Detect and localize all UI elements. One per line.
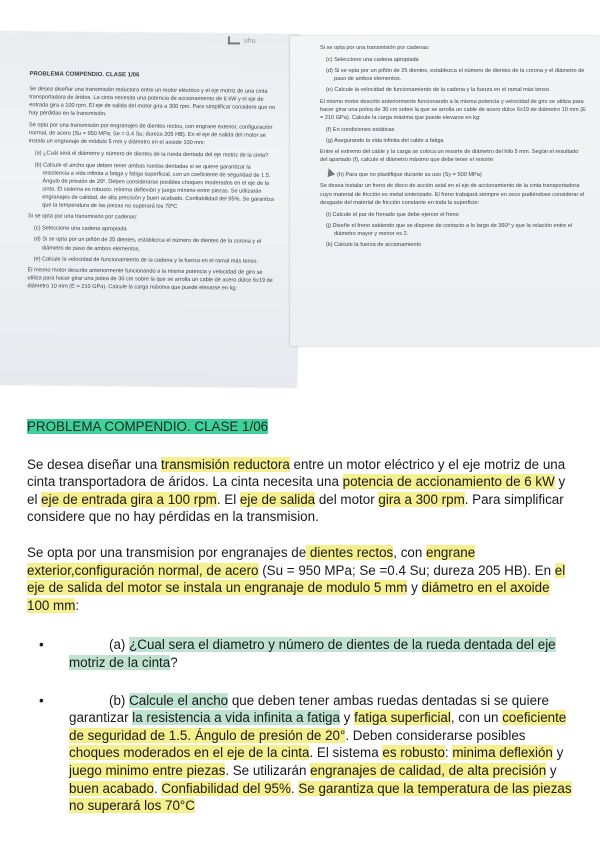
right-page-item-e: (e) Calcule la velocidad de funcionamiento de la cadena y la fuerza en el ramal más tenso. — [326, 87, 551, 94]
right-page-item-d: (d) Si se opta por un piñón de 25 dientes, establezca el número de dientes de la corona y el diámetro de paso de ambos elementos. — [326, 68, 585, 83]
highlight: engranajes de calidad, de alta precisión — [310, 762, 547, 778]
left-page-paragraph-1: Se desea diseñar una transmisión reductora entre un motor eléctrico y el eje motriz de una cinta transportadora de áridos. La cinta necesita una potencia de accionamiento de 6 kW y el eje de entrada gira a 100 rpm. El eje de salida del motor gira a 300 rpm. Para simplificar considere que no hay pérdidas en la transmisión. — [29, 85, 276, 118]
right-page-paragraph-3: Entre el extremo del cable y la carga se coloca un resorte de diámetro del hilo 5 mm. Según el resultado del apartado (f), calcule el diámetro máximo que debe tener el resorte: — [320, 149, 579, 164]
left-page-item-a: (a) ¿Cuál será el diámetro y número de dientes de la rueda dentada del eje motriz de la cinta? — [34, 150, 269, 160]
highlight: potencia de accionamiento de 6 kW — [342, 474, 555, 490]
highlight: fatiga superficial — [354, 710, 451, 726]
left-page-paragraph-2: Se opta por una transmisión por engranajes de dientes rectos, con engrane exterior, configuración normal, de acero (Su = 950 MPa; Se = 0.4 Su; dureza 205 HB). En el eje de salida del motor se instala un engranaje de módulo 5 mm y diámetro en el axoide 100 mm: — [28, 122, 273, 147]
highlight: engrane exterior,configuración normal, de acero — [27, 544, 476, 578]
right-page-item-i: (i) Calcule el par de frenado que debe ejercer el freno — [326, 211, 459, 218]
highlight: juego minimo entre piezas — [69, 762, 226, 778]
logo-bracket-icon — [228, 37, 240, 45]
highlight: minima deflexión — [452, 745, 553, 761]
right-page-item-h: (h) Para que no plastifique durante su uso (Sy = 500 MPa) — [320, 168, 586, 179]
right-page-item-f: (f) En condiciones estáticas — [326, 126, 395, 133]
highlight: ¿Cual sera el diametro y número de dientes de la rueda dentada del eje motriz de la cinta — [69, 637, 556, 670]
highlight: eje de salida — [239, 491, 316, 507]
scanned-page-right — [290, 36, 600, 346]
highlight: transmisión reductora — [161, 456, 290, 472]
list-item-a: • (a) ¿Cual sera el diametro y número de dientes de la rueda dentada del eje motriz de la cinta? — [39, 637, 556, 670]
university-logo: uhu — [228, 36, 256, 46]
highlight: Se garantiza que la temperatura de las piezas no superará los 70°C — [69, 780, 572, 814]
left-page-paragraph-4: El mismo motor descrito anteriormente funcionando a la misma potencia y velocidad de giro se utiliza para hacer girar una polea de 30 cm sobre la que se arrolla un cable de acero dúlce 6x19 de diámetro 10 mm (E = 210 GPa). Calcule la carga máxima que puede elevarse en kg: — [27, 267, 273, 292]
right-page-item-c: (c) Seleccione una cadena apropiada — [326, 57, 419, 64]
document-title: PROBLEMA COMPENDIO. CLASE 1/06 — [27, 419, 269, 434]
highlight: dientes rectos — [306, 544, 394, 560]
highlight: choques moderados en el eje de la cinta — [69, 745, 310, 761]
list-item-b: • (b) Calcule el ancho que deben tener ambas ruedas dentadas si se quiere garantizar la resistencia a vida infinita a fatiga y fatiga superficial, con un coeficiente de seguridad de 1.5. Ángulo de presión de 20°. Deben considerarse posibles choques moderados en el eje de la cinta. El sistema es robusto: minima deflexión y juego minimo entre piezas. Se utilizarán engranajes de calidad, de alta precisión y buen acabado. Confiabilidad del 95%. Se garantiza que la temperatura de las piezas no superará los 70°C — [39, 692, 572, 814]
right-page-item-k: (k) Calcule la fuerza de accionamiento — [326, 242, 422, 249]
highlight: la resistencia a vida infinita a fatiga — [132, 710, 340, 726]
right-page-item-g: (g) Asegurando la vida infinita del cable a fatiga — [326, 137, 444, 144]
highlight: gira a 300 rpm — [378, 491, 465, 507]
left-page-title: PROBLEMA COMPENDIO. CLASE 1/06 — [29, 71, 140, 79]
highlight: es robusto — [382, 745, 445, 761]
bullet-icon: • — [39, 637, 44, 653]
right-page-paragraph-2: El mismo motor descrito anteriormente funcionando a la misma potencia y velocidad de giro se utiliza para hacer girar una polea de 30 cm sobre la que se arrolla un cable de acero dúlce 6x19 de diámetro 10 mm (E = 210 GPa). Calcule la carga máxima que puede elevarse en kg: — [320, 98, 586, 121]
left-page-item-c: (c) Seleccione una cadena apropiada — [33, 225, 127, 233]
left-page-paragraph-3: Si se opta por una transmisión por cadenas: — [28, 213, 138, 221]
right-page-item-j: (j) Diseñe el freno sabiendo que se dispone de contacto a lo largo de 360º y que la relación entre el diámetro mayor y menor es 2. — [326, 222, 573, 237]
right-page-paragraph-4: Se desea instalar un freno de disco de acción axial en el eje de accionamiento de la cinta transportadora cuyo material de fricción es metal sinterizado. El freno trabajará siempre en seco pudiéndose considerar el desgaste del material de fricción constante en toda la superficie: — [320, 183, 585, 206]
highlight: buen acabado — [69, 780, 154, 796]
right-page-paragraph-1: Si se opta por una transmisión por cadenas: — [320, 45, 430, 51]
paragraph-intro: Se desea diseñar una transmisión reductora entre un motor eléctrico y el eje motriz de una cinta transportadora de áridos. La cinta necesita una potencia de accionamiento de 6 kW y el eje de entrada gira a 100 rpm. El eje de salida del motor gira a 300 rpm. Para simplificar considere que no hay pérdidas en la transmision. — [27, 456, 566, 525]
highlight: coeficiente de seguridad de 1.5. Ángulo de presión de 20° — [69, 710, 567, 743]
left-page-item-e: (e) Calcule la velocidad de funcionamiento de la cadena y la fuerza en el ramal más tenso. — [33, 256, 259, 265]
typed-document — [27, 418, 575, 815]
bullet-icon: • — [39, 692, 44, 708]
scanned-page-left — [0, 32, 300, 387]
highlight: diámetro en el axoide 100 mm — [27, 580, 550, 613]
left-page-item-d: (d) Si se opta por un piñón de 25 dientes, establezca el número de dientes de la corona y el diámetro de paso de ambos elementos. — [33, 236, 262, 253]
left-page-item-b: (b) Calcule el ancho que deben tener ambas ruedas dentadas si se quiere garantizar la resistencia a vida infinita a fatiga y fatiga superficial, con un coeficiente de seguridad de 1.5. Ángulo de presión de 20º. Deben considerarse posibles choques moderados en el eje de la cinta. El sistema es robusto: mínima deflexión y juego mínimo entre piezas. Se utilizarán engranajes de calidad, de alta precisión y buen acabado. Confiabilidad del 95%. Se garantiza que la temperatura de las piezas no superará los 70ºC — [34, 161, 274, 210]
highlight: el eje de salida del motor se instala un engranaje de modulo 5 mm — [27, 562, 566, 596]
highlight: eje de entrada gira a 100 rpm — [41, 491, 217, 507]
scanned-photo — [0, 0, 600, 388]
highlight: Calcule el ancho — [129, 692, 229, 708]
paragraph-gears: Se opta por una transmision por engranajes de dientes rectos, con engrane exterior,configuración normal, de acero (Su = 950 MPa; Se =0.4 Su; dureza 205 HB). En el eje de salida del motor se instala un engranaje de modulo 5 mm y diámetro en el axoide 100 mm: — [27, 544, 566, 613]
highlight: Confiabilidad del 95% — [161, 780, 291, 796]
mouse-cursor-icon — [325, 167, 335, 177]
